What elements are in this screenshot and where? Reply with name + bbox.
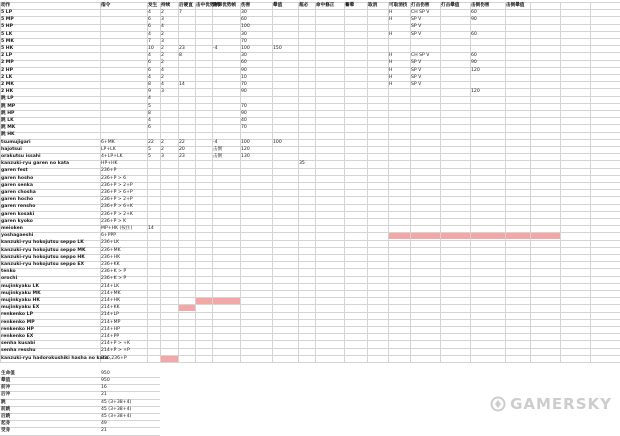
move-name-cell: mujinkyaku HK — [1, 298, 40, 303]
table-cell: 4 — [161, 67, 164, 73]
table-cell: 22 — [179, 139, 185, 145]
table-cell: SP V — [411, 31, 422, 37]
move-name-cell: 跳 LP — [1, 96, 14, 102]
move-name-cell: 跳 MK — [1, 125, 16, 131]
move-name-cell: garen chosha — [1, 190, 36, 195]
stat-label: 晕值 — [1, 378, 11, 383]
stat-value: 49 — [101, 421, 107, 427]
table-cell: 4 — [148, 53, 151, 59]
move-name-cell: 2 HK — [1, 89, 14, 95]
table-cell: 100 — [241, 24, 250, 30]
table-cell: 10 — [241, 74, 247, 80]
move-name-cell: 2 HP — [1, 67, 14, 73]
table-cell: H — [389, 17, 393, 23]
table-cell: 23 — [179, 154, 185, 159]
move-name-cell: 2 MK — [1, 82, 14, 87]
move-name-cell: kanzuki-ryu hadorokushiki hasha no kata — [1, 355, 108, 361]
table-cell: 23 — [179, 46, 185, 51]
move-name-cell: 5 HK — [1, 46, 14, 51]
move-name-cell: 5 MK — [1, 38, 14, 44]
table-cell: 70 — [241, 125, 247, 131]
table-cell: 236+KK — [101, 262, 120, 267]
table-cell: 5 — [148, 103, 151, 109]
stat-value: 21 — [101, 392, 107, 398]
table-cell: 120 — [471, 67, 480, 73]
move-name-cell: garen hosho — [1, 175, 34, 181]
table-cell: 35 — [299, 161, 305, 167]
stat-label: 起身 — [1, 421, 11, 427]
table-cell: 236+HK — [101, 254, 121, 260]
table-cell: SP V — [411, 74, 422, 80]
column-header: 击倒伤害 — [471, 3, 490, 8]
table-cell: 击倒 — [213, 154, 223, 159]
table-cell: 90 — [241, 89, 247, 95]
stat-label: 后跳 — [1, 414, 11, 419]
table-cell: 60 — [241, 17, 247, 23]
table-cell: 236+P > 6 — [101, 175, 127, 181]
move-name-cell: meioken — [1, 226, 23, 231]
table-cell: 2 — [161, 10, 164, 15]
table-cell: 6 — [148, 60, 151, 66]
move-name-cell: garen rensho — [1, 204, 36, 210]
table-cell: 14 — [148, 226, 154, 231]
table-cell: 4 — [148, 31, 151, 37]
table-cell: 60 — [471, 10, 477, 15]
table-cell: 150 — [273, 46, 282, 51]
move-name-cell: mujinkyaku MK — [1, 290, 41, 296]
table-cell: LP+LK — [101, 146, 116, 152]
grid-col-line — [272, 2, 273, 362]
table-cell: H — [389, 74, 393, 80]
stat-label: 跳 — [1, 399, 6, 405]
table-cell: 214+LK — [101, 283, 120, 289]
table-cell: 100 — [273, 139, 282, 145]
stat-value: 16 — [101, 385, 107, 391]
move-name-cell: kanzuki-ryu hokojutsu seppo EX — [1, 262, 85, 267]
table-cell: 2 — [161, 31, 164, 37]
stat-value: 950 — [101, 378, 110, 383]
table-cell: 236+P > 2+K — [101, 211, 133, 217]
table-cell: 2 — [161, 60, 164, 66]
table-cell: 236+P > K — [101, 218, 127, 224]
column-header: 命中修正 — [316, 3, 335, 8]
move-name-cell: garen fest — [1, 168, 28, 174]
move-name-cell: mujinkyaku EX — [1, 305, 40, 311]
stat-label: 生命值 — [1, 370, 15, 376]
move-name-cell: tsumujigari — [1, 139, 31, 145]
table-cell: 8 — [148, 82, 151, 87]
move-name-cell: 跳 MP — [1, 103, 16, 109]
table-cell: 2 — [161, 46, 164, 51]
table-cell: 70 — [241, 103, 247, 109]
table-cell: 2 — [161, 139, 164, 145]
move-name-cell: 2 LP — [1, 53, 13, 59]
table-cell: 22 — [148, 139, 154, 145]
table-cell: MP+HK (按住) — [101, 226, 133, 231]
table-cell: 20 — [179, 146, 185, 152]
table-cell: 3 — [161, 154, 164, 159]
move-name-cell: kanzuki-ryu hokojutsu seppo MK — [1, 247, 86, 253]
grid-col-line — [195, 2, 196, 362]
stat-row-line — [0, 435, 160, 436]
table-cell: 5 — [148, 154, 151, 159]
table-cell: 4 — [161, 82, 164, 87]
table-cell: 236+MK — [101, 247, 121, 253]
table-cell: 214+HP — [101, 326, 120, 332]
table-cell: 214+P > +K — [101, 341, 131, 347]
column-header: 取消 — [368, 3, 378, 8]
table-cell: 214+HK — [101, 298, 121, 303]
stat-label: 前冲 — [1, 385, 11, 391]
table-cell: 40 — [241, 118, 247, 123]
table-cell: 6+MK — [101, 139, 115, 145]
grid-row-line — [0, 362, 620, 363]
table-cell: 130 — [241, 154, 250, 159]
table-cell: 214+KK — [101, 305, 120, 311]
table-cell: 7 — [179, 10, 182, 15]
table-cell: 236+P > 6+K — [101, 204, 133, 210]
table-cell: 8 — [179, 53, 182, 59]
table-cell: 236,236+P — [101, 355, 127, 361]
grid-col-line — [440, 2, 441, 362]
move-name-cell: senha kusabi — [1, 341, 36, 347]
table-cell: HP+HK — [101, 161, 118, 167]
grid-col-line — [530, 2, 531, 362]
table-cell: 2 — [161, 146, 164, 152]
grid-col-line — [298, 2, 299, 362]
grid-col-line — [212, 2, 213, 362]
grid-col-line — [590, 2, 591, 362]
grid-col-line — [560, 2, 561, 362]
move-name-cell: kanzuki-ryu hokojutsu seppo LK — [1, 240, 84, 246]
table-cell: 3 — [161, 17, 164, 23]
table-cell: -4 — [213, 139, 218, 145]
table-cell: 2 — [161, 74, 164, 80]
table-cell: 30 — [241, 31, 247, 37]
table-cell: 5 — [148, 146, 151, 152]
table-cell: SP V — [411, 60, 422, 66]
move-name-cell: garen kyoko — [1, 218, 33, 224]
grid-col-line — [367, 2, 368, 362]
table-cell: 4 — [148, 10, 151, 15]
table-cell: 236+P > 2+P — [101, 197, 133, 203]
table-cell: SP V — [411, 82, 422, 87]
table-cell: 4 — [148, 96, 151, 102]
table-cell: 6+PPP — [101, 233, 117, 239]
move-name-cell: 5 LP — [1, 10, 13, 15]
column-header: 击中优势帧 — [196, 3, 219, 8]
move-name-cell: garen senka — [1, 182, 33, 188]
table-cell: 90 — [471, 17, 477, 23]
table-cell: 60 — [241, 60, 247, 66]
table-cell: 100 — [241, 46, 250, 51]
table-cell: 30 — [241, 53, 247, 59]
table-cell: 8 — [148, 110, 151, 116]
table-cell: 60 — [471, 53, 477, 59]
table-cell: 7 — [148, 38, 151, 44]
table-cell: 30 — [241, 10, 247, 15]
stat-label: 后冲 — [1, 392, 11, 398]
column-header: 指令 — [101, 3, 111, 8]
table-cell: 14 — [179, 82, 185, 87]
table-cell: 3 — [161, 89, 164, 95]
move-name-cell: orochi — [1, 276, 18, 282]
column-header: 蓄晕 — [345, 3, 355, 8]
table-cell: SP V — [411, 17, 422, 23]
table-cell: 236+K > P — [101, 276, 127, 282]
move-name-cell: yoshagaeshi — [1, 233, 34, 239]
table-cell: 10 — [148, 46, 154, 51]
stat-value: 950 — [101, 370, 110, 376]
move-name-cell: 2 LK — [1, 74, 13, 80]
table-cell: 2 — [161, 53, 164, 59]
stat-label: 受身 — [1, 428, 11, 434]
table-cell: SP V — [411, 24, 422, 30]
table-cell: 236+P > 2+P — [101, 182, 133, 188]
table-cell: 214+P > +P — [101, 348, 130, 354]
watermark-text: GAMERSKY — [510, 395, 612, 413]
move-name-cell: kanzuki-ryu garen no kata — [1, 161, 70, 167]
table-cell: 4 — [148, 118, 151, 123]
stat-value: 45 (3+38+4) — [101, 399, 132, 405]
table-cell: 4 — [148, 74, 151, 80]
table-cell: H — [389, 67, 393, 73]
move-name-cell: 跳 HK — [1, 132, 15, 138]
column-header: 击倒晕值 — [506, 3, 525, 8]
table-cell: H — [389, 60, 393, 66]
column-header: 可取消技 — [389, 3, 408, 8]
move-name-cell: senha resshu — [1, 348, 36, 354]
table-cell: H — [389, 53, 393, 59]
table-cell: H — [389, 31, 393, 37]
table-cell: 4 — [161, 24, 164, 30]
move-name-cell: hajotsui — [1, 146, 22, 152]
move-name-cell: 5 LK — [1, 31, 13, 37]
stat-value: 45 (3+38+4) — [101, 414, 132, 419]
table-cell: 3 — [161, 38, 164, 44]
table-cell: 236+K > P — [101, 269, 127, 275]
move-name-cell: orakutsu issahi — [1, 154, 41, 159]
column-header: 打击伤害 — [411, 3, 430, 8]
stat-value: 21 — [101, 428, 107, 434]
move-name-cell: garen kosaki — [1, 211, 35, 217]
table-cell: 70 — [241, 38, 247, 44]
table-cell: 60 — [471, 31, 477, 37]
column-header: 发生 — [148, 3, 158, 8]
table-cell: 90 — [241, 110, 247, 116]
table-cell: 70 — [241, 82, 247, 87]
column-header: 动作 — [1, 3, 11, 8]
gamersky-watermark — [490, 395, 612, 413]
move-name-cell: garen hocho — [1, 197, 34, 203]
move-name-cell: renkenko MP — [1, 319, 35, 325]
table-cell: 4+LP+LK — [101, 154, 123, 159]
table-cell: 6 — [148, 67, 151, 73]
column-header: 超必 — [299, 3, 309, 8]
table-cell: 120 — [241, 146, 250, 152]
stat-label: 前跳 — [1, 406, 11, 412]
table-cell: 120 — [471, 89, 480, 95]
table-cell: 214+LP — [101, 312, 119, 318]
column-header: 防御优势帧 — [213, 3, 236, 8]
table-cell: 236+LK — [101, 240, 120, 246]
grid-col-line — [315, 2, 316, 362]
move-name-cell: 5 HP — [1, 24, 14, 30]
column-header: 持续 — [161, 3, 171, 8]
move-name-cell: 5 MP — [1, 17, 14, 23]
table-cell: 236+P — [101, 168, 117, 174]
table-cell: H — [389, 10, 393, 15]
move-name-cell: renkenko EX — [1, 334, 34, 339]
column-header: 伤害 — [241, 3, 251, 8]
column-header: 打击晕值 — [441, 3, 460, 8]
table-cell: CH SP V — [411, 53, 430, 59]
table-cell: CH SP V — [411, 10, 430, 15]
grid-col-line — [344, 2, 345, 362]
column-header: 后硬直 — [179, 3, 193, 8]
table-cell: 击倒 — [213, 146, 223, 152]
table-cell: 214+PP — [101, 334, 120, 339]
table-cell: 6 — [148, 24, 151, 30]
table-cell: 6 — [148, 125, 151, 131]
column-header: 晕值 — [273, 3, 283, 8]
move-name-cell: 跳 LK — [1, 118, 14, 123]
table-cell: 100 — [241, 139, 250, 145]
gamersky-logo-icon — [490, 396, 506, 412]
table-cell: 236+P > 6+P — [101, 190, 133, 195]
move-name-cell: renkenko LP — [1, 312, 33, 318]
move-name-cell: mujinkyaku LK — [1, 283, 40, 289]
stat-value: 45 (3+38+4) — [101, 406, 132, 412]
table-cell: 9 — [148, 89, 151, 95]
table-cell: 90 — [471, 60, 477, 66]
table-cell: 6 — [148, 17, 151, 23]
move-name-cell: kanzuki-ryu hokojutsu seppo HK — [1, 254, 85, 260]
move-name-cell: 2 MP — [1, 60, 14, 66]
grid-col-line — [505, 2, 506, 362]
table-cell: 214+MP — [101, 319, 121, 325]
move-name-cell: 跳 HP — [1, 110, 15, 116]
table-cell: 90 — [241, 67, 247, 73]
table-cell: 214+MK — [101, 290, 121, 296]
table-cell: -4 — [213, 46, 218, 51]
move-name-cell: tenko — [1, 269, 16, 275]
table-cell: SP V — [411, 67, 422, 73]
move-name-cell: renkenko HP — [1, 326, 34, 332]
table-cell: H — [389, 82, 393, 87]
